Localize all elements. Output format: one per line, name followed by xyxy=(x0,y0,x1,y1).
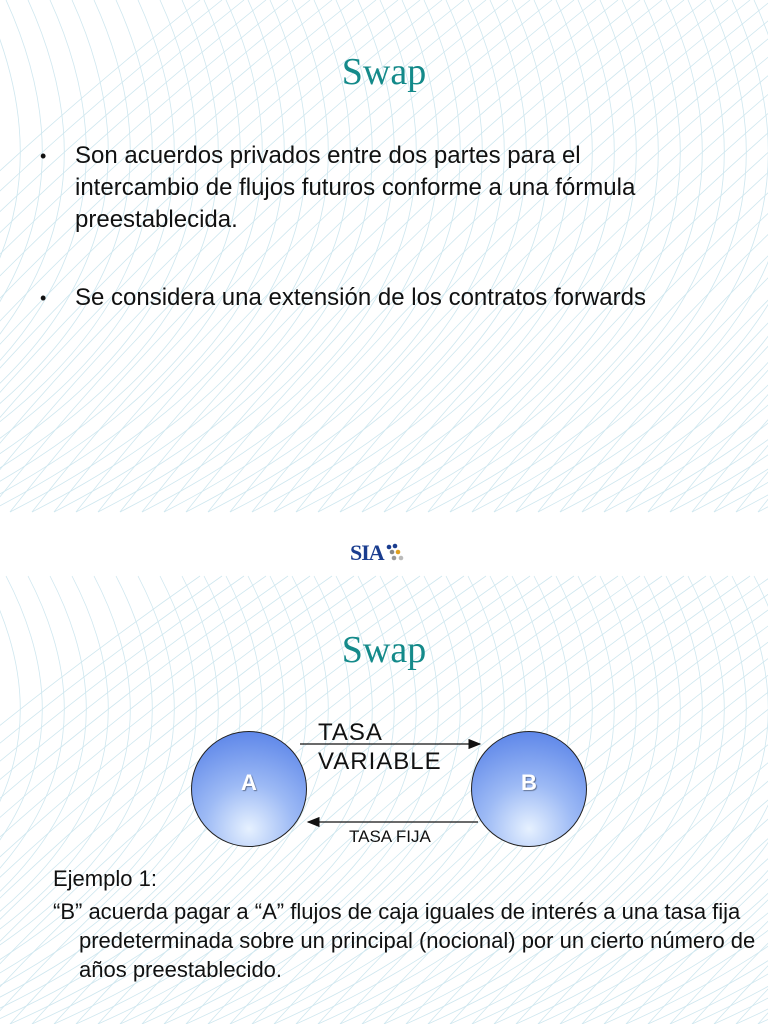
variable-rate-label: TASA VARIABLE xyxy=(318,719,442,775)
party-b-circle xyxy=(471,731,587,847)
bullet-item xyxy=(40,282,660,314)
slide-2 xyxy=(0,576,768,1024)
slide-title: Swap xyxy=(341,629,427,671)
party-a-label: A xyxy=(241,770,257,795)
example-heading: Ejemplo 1: xyxy=(53,866,157,891)
bullet-text: Se considera una extensión de los contratos forwards xyxy=(75,284,646,311)
logo-text: SIA xyxy=(350,540,384,565)
bullet-item xyxy=(40,140,660,236)
dots-logo-icon xyxy=(385,542,407,564)
fixed-rate-label: TASA FIJA xyxy=(349,827,431,846)
sia-logo xyxy=(350,540,407,566)
bullet-icon: • xyxy=(40,288,47,308)
bullet-icon: • xyxy=(40,146,47,166)
party-a-circle xyxy=(191,731,307,847)
party-b-label: B xyxy=(521,770,537,795)
bullet-list xyxy=(40,140,660,360)
example-text: “B” acuerda pagar a “A” flujos de caja iguales de interés a una tasa fija predeterminada sobre un principal (nocional) por un cierto número de años preestablecido. xyxy=(53,899,756,982)
bullet-text: Son acuerdos privados entre dos partes para el intercambio de flujos futuros conforme a una fórmula preestablecida. xyxy=(75,142,636,233)
slide-title: Swap xyxy=(341,51,427,93)
